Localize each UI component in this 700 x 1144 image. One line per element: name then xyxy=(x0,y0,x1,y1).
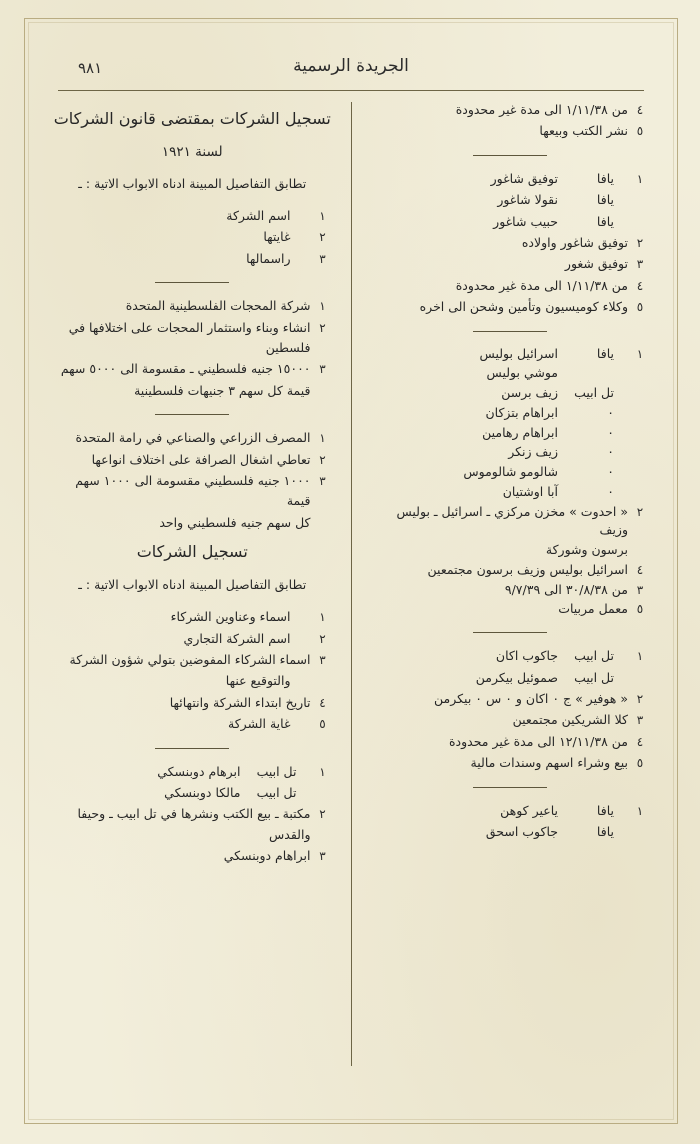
item-text: كلا الشريكين مجتمعين xyxy=(512,712,628,728)
item-text xyxy=(370,364,631,383)
list-item xyxy=(52,318,333,359)
item-text xyxy=(370,169,631,189)
item-number: ٢ xyxy=(319,230,326,245)
item-text: مكتبة ـ بيع الكتب ونشرها في تل ابيب ـ وحيفا والقدس xyxy=(77,806,311,842)
item-number: ٢ xyxy=(636,504,644,519)
item-name: توفيق شاغور xyxy=(490,170,558,186)
entry-group-0 xyxy=(370,100,651,142)
list-item xyxy=(52,296,333,316)
section-separator xyxy=(473,331,547,332)
item-number: ١ xyxy=(636,346,644,361)
list-item xyxy=(370,801,651,821)
section-lead: تطابق التفاصيل المبينة ادناه الابواب الاتية : ـ xyxy=(78,175,307,191)
item-number: ٣ xyxy=(319,362,326,377)
list-item xyxy=(370,384,651,403)
item-text: من ١/١١/٣٨ الى مدة غير محدودة xyxy=(455,102,628,117)
list-item xyxy=(370,600,651,619)
item-name: جاكوب اسحق xyxy=(485,823,558,839)
item-text: ابراهام دوبنسكي xyxy=(223,847,311,863)
item-number: ٥ xyxy=(636,300,644,315)
list-item xyxy=(370,233,651,253)
column-main xyxy=(48,100,339,1090)
item-text: تعاطي اشغال الصرافة على اختلاف انواعها xyxy=(91,451,311,467)
list-item xyxy=(370,753,651,773)
item-text xyxy=(370,483,631,502)
item-place: ٠ xyxy=(607,444,614,460)
item-number: ٢ xyxy=(636,691,644,706)
masthead-title: الجريدة الرسمية xyxy=(293,56,409,76)
list-item xyxy=(52,693,333,713)
list-item xyxy=(52,206,333,226)
list-item xyxy=(370,424,651,443)
item-number: ٤ xyxy=(636,734,644,749)
item-number: ٢ xyxy=(319,807,326,822)
list-item xyxy=(52,249,333,269)
item-text: بيع وشراء اسهم وسندات مالية xyxy=(470,755,628,771)
item-place: تل ابيب xyxy=(574,648,614,664)
item-text: توفيق شغور xyxy=(564,256,628,272)
item-text xyxy=(370,190,631,210)
item-name: آبا اوشتيان xyxy=(502,483,558,499)
list-item xyxy=(370,483,651,502)
list-item xyxy=(52,804,333,845)
item-text xyxy=(370,801,631,821)
item-name: جاكوب اكان xyxy=(495,648,558,664)
list-item xyxy=(370,297,651,317)
list-item xyxy=(52,762,333,782)
list-item xyxy=(370,121,651,141)
list-item xyxy=(52,428,333,448)
item-text xyxy=(370,646,631,666)
item-text: غايتها xyxy=(263,229,291,245)
item-text xyxy=(370,404,631,423)
item-number: ٤ xyxy=(636,278,644,293)
section-separator xyxy=(155,748,229,749)
list-item xyxy=(52,227,333,247)
list-item xyxy=(370,404,651,423)
item-text-continued: كل سهم جنيه فلسطيني واحد xyxy=(159,514,311,530)
item-text: نشر الكتب وبيعها xyxy=(539,123,628,139)
list-item xyxy=(370,190,651,210)
item-number: ٥ xyxy=(636,602,644,617)
item-name: شالومو شالوموس xyxy=(463,464,558,480)
entry-group-4 xyxy=(370,801,651,843)
item-name: ابرهام دوبنسكي xyxy=(157,763,241,779)
item-name: ابراهام بتزكان xyxy=(485,404,558,420)
list-item xyxy=(370,822,651,842)
list-item xyxy=(52,629,333,649)
item-text: « احدوت » مخزن مركزي ـ اسرائيل ـ بوليس وزيف xyxy=(396,503,628,538)
item-text: « هوفير » ج ٠ اكان و ٠ س ٠ بيكرمن xyxy=(434,690,628,706)
item-place: تل ابيب xyxy=(256,785,297,801)
item-place: يافا xyxy=(596,802,614,818)
entry-group-company1 xyxy=(52,296,333,401)
section-separator xyxy=(473,787,547,788)
item-name: ابراهام رهامين xyxy=(482,424,558,440)
item-text: اسم الشركة xyxy=(226,208,291,224)
item-text-continued: والتوقيع عنها xyxy=(225,673,291,689)
section-title-secondary: تسجيل الشركات xyxy=(136,541,248,561)
item-text: اسم الشركة التجاري xyxy=(183,630,291,646)
item-number: ٤ xyxy=(636,562,644,577)
header-rule xyxy=(58,90,644,91)
item-name: زيف زنكر xyxy=(508,444,558,460)
item-text xyxy=(370,463,631,482)
item-number: ٣ xyxy=(636,713,644,728)
item-place: يافا xyxy=(596,192,614,208)
list-item xyxy=(370,169,651,189)
item-place: ٠ xyxy=(607,483,614,499)
item-text xyxy=(52,783,313,803)
list-item xyxy=(370,732,651,752)
list-item xyxy=(370,345,651,364)
list-item xyxy=(370,668,651,688)
item-text: توفيق شاغور واولاده xyxy=(521,234,628,250)
item-text: اسماء الشركاء المفوضين بتولي شؤون الشركة xyxy=(69,651,311,667)
item-number: ٣ xyxy=(636,257,644,272)
list-item xyxy=(52,450,333,470)
item-text: ١٥٠٠٠ جنيه فلسطيني ـ مقسومة الى ٥٠٠٠ سهم xyxy=(60,361,311,377)
item-number: ١ xyxy=(319,610,326,625)
list-item xyxy=(370,689,651,709)
list-item xyxy=(370,646,651,666)
list-item xyxy=(52,714,333,734)
list-item-continuation xyxy=(370,541,651,560)
item-text: معمل مربيات xyxy=(558,601,628,617)
item-text: غاية الشركة xyxy=(228,716,291,732)
item-name: نقولا شاغور xyxy=(497,192,558,208)
item-text: اسرائيل بوليس وزيف برسون مجتمعين xyxy=(427,561,628,577)
list-item xyxy=(370,212,651,232)
page-header xyxy=(60,56,642,86)
entry-group-partnership1 xyxy=(52,762,333,867)
item-text xyxy=(370,424,631,443)
entry-group-1 xyxy=(370,169,651,318)
list-item xyxy=(370,463,651,482)
entry-group-company2 xyxy=(52,428,333,533)
item-number: ٢ xyxy=(319,452,326,467)
item-text xyxy=(370,345,631,364)
item-name: زيف برسن xyxy=(501,385,558,401)
item-text xyxy=(370,384,631,403)
item-number: ٤ xyxy=(636,103,644,117)
list-item-continuation xyxy=(52,671,333,691)
item-text: وكلاء كوميسيون وتأمين وشحن الى اخره xyxy=(419,299,628,315)
list-item xyxy=(370,254,651,274)
page-title: تسجيل الشركات بمقتضى قانون الشركات xyxy=(53,109,331,128)
item-text xyxy=(370,668,631,688)
item-place: ٠ xyxy=(607,464,614,480)
entry-group-partnership-headings xyxy=(52,607,333,735)
item-text: اسماء وعناوين الشركاء xyxy=(170,609,291,625)
list-item xyxy=(370,100,651,120)
item-name: ياعير كوهن xyxy=(500,802,558,818)
item-place: يافا xyxy=(596,170,614,186)
item-text xyxy=(370,822,631,842)
item-place: يافا xyxy=(596,345,614,361)
item-name: صموئيل بيكرمن xyxy=(475,669,558,685)
item-number: ١ xyxy=(319,764,326,779)
item-name: اسرائيل بوليس xyxy=(479,345,558,361)
section-separator xyxy=(155,414,229,415)
item-text: شركة المحجات الفلسطينية المتحدة xyxy=(125,298,311,314)
section-lead-secondary: تطابق التفاصيل المبينة ادناه الابواب الاتية : ـ xyxy=(78,576,307,592)
item-number: ٢ xyxy=(319,320,326,335)
list-item-continuation xyxy=(52,513,333,533)
list-item xyxy=(370,710,651,730)
item-text-continued: قيمة كل سهم ٣ جنيهات فلسطينية xyxy=(134,382,311,398)
item-name: مالكا دوبنسكي xyxy=(164,785,241,801)
section-separator xyxy=(155,282,229,283)
list-item xyxy=(52,783,333,803)
list-item xyxy=(52,846,333,866)
item-number: ١ xyxy=(319,299,326,314)
list-item-continuation xyxy=(52,381,333,401)
item-text: المصرف الزراعي والصناعي في رامة المتحدة xyxy=(75,430,311,446)
item-number: ٣ xyxy=(319,848,326,863)
item-place: ٠ xyxy=(607,404,614,420)
entry-group-2 xyxy=(370,345,651,620)
item-number: ١ xyxy=(636,649,644,664)
item-number: ١ xyxy=(636,171,644,186)
column-continuation xyxy=(364,100,655,1090)
list-item xyxy=(370,443,651,462)
item-text: من ١/١١/٣٨ الى مدة غير محدودة xyxy=(455,277,628,293)
item-number: ٣ xyxy=(319,652,326,667)
item-text xyxy=(370,443,631,462)
item-place: تل ابيب xyxy=(574,669,614,685)
item-place: ٠ xyxy=(607,424,614,440)
item-number: ٢ xyxy=(319,631,326,646)
item-number: ٤ xyxy=(319,695,326,710)
item-text: راسمالها xyxy=(246,250,291,266)
item-place: تل ابيب xyxy=(256,763,297,779)
item-number: ٥ xyxy=(636,756,644,771)
item-place: يافا xyxy=(596,213,614,229)
list-item xyxy=(370,581,651,600)
item-place: يافا xyxy=(596,823,614,839)
item-name: موشي بوليس xyxy=(486,365,558,381)
section-separator xyxy=(473,632,547,633)
item-text-continued: برسون وشوركة xyxy=(545,542,628,558)
list-item xyxy=(370,503,651,541)
entry-group-3 xyxy=(370,646,651,773)
item-number: ٢ xyxy=(636,235,644,250)
item-text: ١٠٠٠ جنيه فلسطيني مقسومة الى ١٠٠٠ سهم قيمة xyxy=(75,473,311,509)
list-item xyxy=(52,471,333,512)
item-name: حبيب شاغور xyxy=(493,213,558,229)
item-text: من ١٢/١١/٣٨ الى مدة غير محدودة xyxy=(449,733,628,749)
item-place: تل ابيب xyxy=(574,385,614,401)
item-text: من ٣٠/٨/٣٨ الى ٩/٧/٣٩ xyxy=(504,581,628,597)
list-item xyxy=(370,364,651,383)
list-item xyxy=(52,607,333,627)
entry-group-headings xyxy=(52,206,333,269)
page-number: ٩٨١ xyxy=(78,59,103,77)
list-item xyxy=(370,276,651,296)
list-item xyxy=(52,359,333,379)
item-text xyxy=(370,212,631,232)
item-number: ٥ xyxy=(319,717,326,732)
column-divider xyxy=(351,102,352,1066)
item-number: ٥ xyxy=(636,124,644,139)
list-item xyxy=(370,561,651,580)
item-number: ٣ xyxy=(319,251,326,266)
item-number: ٣ xyxy=(319,474,326,489)
two-column-body xyxy=(48,100,654,1090)
section-separator xyxy=(473,155,547,156)
list-item xyxy=(52,650,333,670)
item-text: انشاء وبناء واستثمار المحجات على اختلافها في فلسطين xyxy=(68,319,311,356)
item-number: ١ xyxy=(319,209,326,224)
item-number: ١ xyxy=(636,803,644,818)
section-subtitle: لسنة ١٩٢١ xyxy=(161,143,223,160)
item-number: ٣ xyxy=(636,582,644,597)
item-text: تاريخ ابتداء الشركة وانتهائها xyxy=(169,694,311,710)
item-text xyxy=(52,762,313,782)
item-number: ١ xyxy=(319,431,326,446)
